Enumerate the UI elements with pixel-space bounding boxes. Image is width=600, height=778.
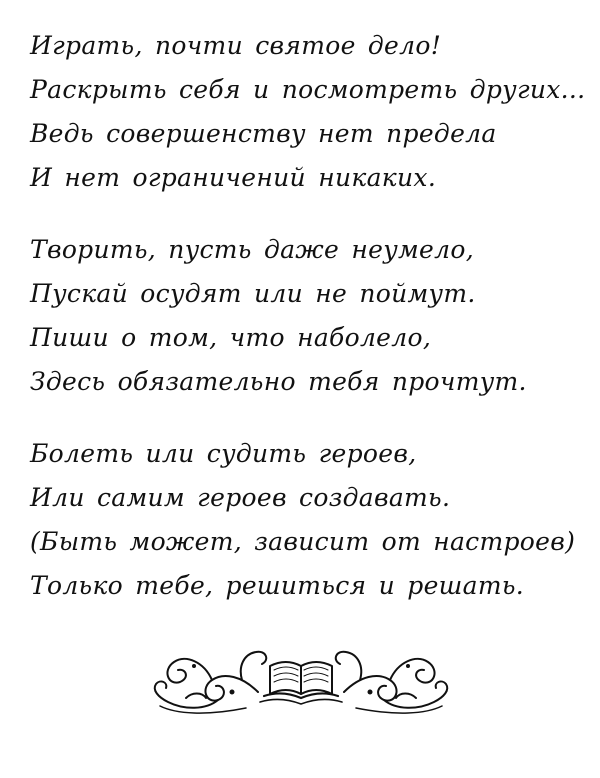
poem-line: Ведь совершенству нет предела <box>30 119 497 148</box>
poem-line: Творить, пусть даже неумело, <box>30 235 474 264</box>
poem-line: Играть, почти святое дело! <box>30 31 442 60</box>
stanza-2 <box>30 228 590 404</box>
open-book-flourish-icon <box>146 636 456 718</box>
poem-line: Пиши о том, что наболело, <box>30 323 432 352</box>
poem-line: Раскрыть себя и посмотреть других... <box>30 75 586 104</box>
poem-line: Только тебе, решиться и решать. <box>30 571 525 600</box>
poem-line: (Быть может, зависит от настроев) <box>30 527 576 556</box>
poem-line: Здесь обязательно тебя прочтут. <box>30 367 527 396</box>
poem-line: И нет ограничений никаких. <box>30 163 437 192</box>
poem-line: Или самим героев создавать. <box>30 483 451 512</box>
stanza-3 <box>30 432 590 608</box>
stanza-1 <box>30 24 590 200</box>
poem-line: Пускай осудят или не поймут. <box>30 279 476 308</box>
poem <box>30 24 590 608</box>
poem-line: Болеть или судить героев, <box>30 439 417 468</box>
